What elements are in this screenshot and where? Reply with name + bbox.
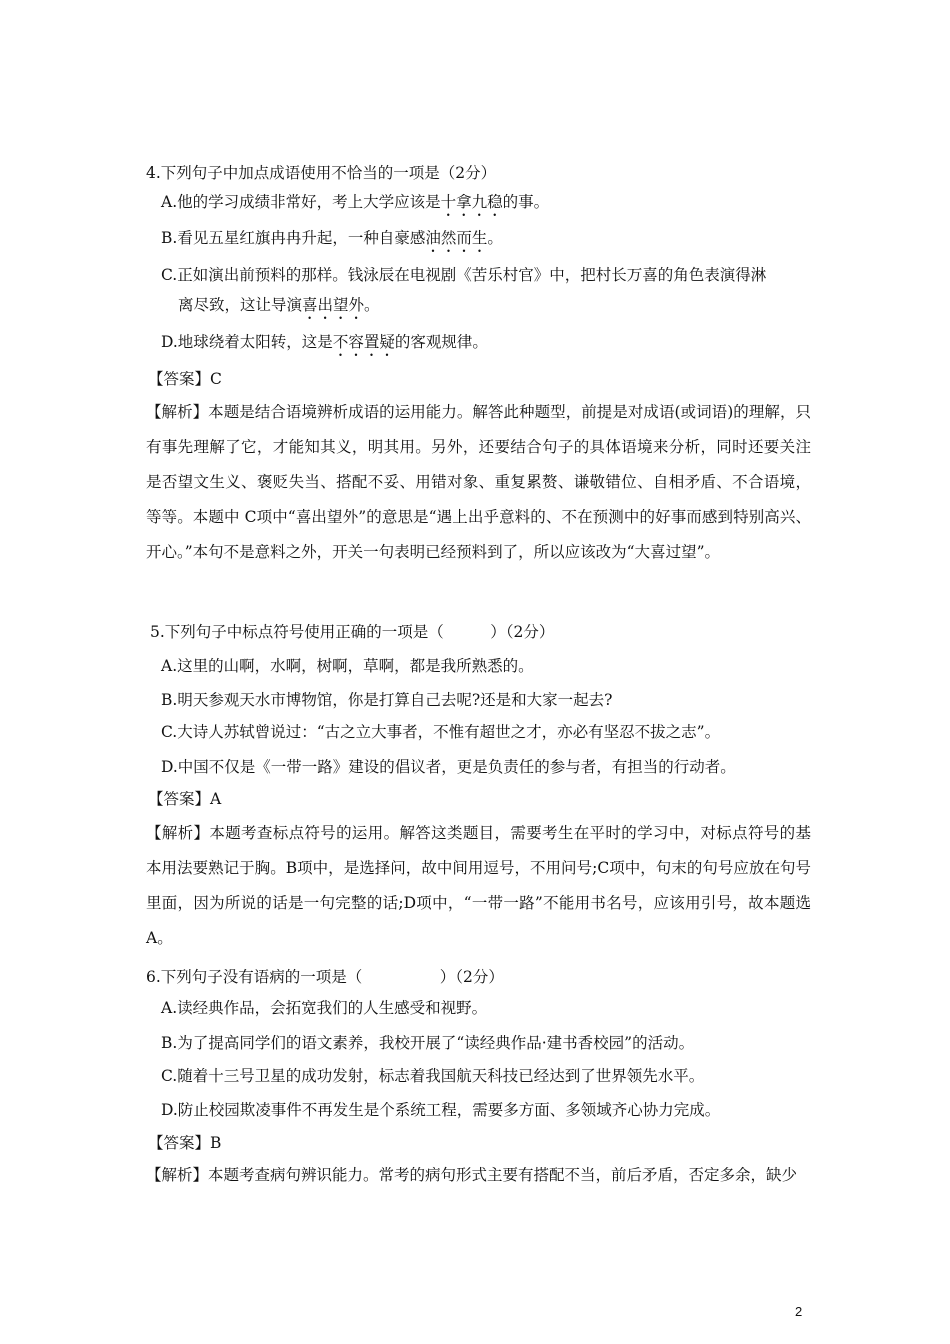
q4-option-b: B.看见五星红旗冉冉升起，一种自豪感油然而生。 (161, 229, 503, 247)
dotted-idiom: 不容置疑 (332, 333, 395, 351)
q6-analysis: 【解析】本题考查病句辨识能力。常考的病句形式主要有搭配不当，前后矛盾，否定多余，缺少 (146, 1166, 798, 1184)
dotted-idiom: 十拿九稳 (440, 193, 503, 211)
q4-option-c-line2: 离尽致，这让导演喜出望外。 (178, 296, 380, 314)
dotted-idiom: 喜出望外 (302, 296, 365, 314)
q4-option-c-line1: C.正如演出前预料的那样。钱泳辰在电视剧《苦乐村官》中，把村长万喜的角色表演得淋 (161, 266, 767, 284)
q6-option-b: B.为了提高同学们的语文素养，我校开展了“读经典作品·建书香校园”的活动。 (161, 1034, 695, 1052)
q6-option-a: A.读经典作品，会拓宽我们的人生感受和视野。 (161, 999, 488, 1017)
q6-option-c: C.随着十三号卫星的成功发射，标志着我国航天科技已经达到了世界领先水平。 (161, 1067, 705, 1085)
q4-stem: 4.下列句子中加点成语使用不恰当的一项是（2分） (146, 164, 497, 182)
page-number: 2 (795, 1304, 803, 1319)
q6-stem: 6.下列句子没有语病的一项是（ ）（2分） (146, 968, 504, 986)
q4-option-a: A.他的学习成绩非常好，考上大学应该是十拿九稳的事。 (161, 193, 550, 211)
q5-answer: 【答案】A (148, 790, 222, 808)
q4-analysis: 【解析】本题是结合语境辨析成语的运用能力。解答此种题型，前提是对成语(或词语)的理解，只有事先理解了它，才能知其义，明其用。另外，还要结合句子的具体语境来分析，同时还要关注是否望文生义、褒贬失当、搭配不妥、用错对象、重复累赘、谦敬错位、自相矛盾、不合语境，等等。本题中 C项中“喜出望外”的意思是“遇上出乎意料的、不在预测中的好事而感到特别高兴、开心。”本句不是意料之外，开关一句表明已经预料到了，所以应该改为“大喜过望”。 (146, 403, 811, 561)
q5-analysis: 【解析】本题考查标点符号的运用。解答这类题目，需要考生在平时的学习中，对标点符号的基本用法要熟记于胸。B项中，是选择问，故中间用逗号，不用问号;C项中，句末的句号应放在句号里面，因为所说的话是一句完整的话;D项中，“一带一路”不能用书名号，应该用引号，故本题选A。 (146, 824, 811, 947)
q4-answer: 【答案】C (148, 370, 222, 388)
q5-stem: 5.下列句子中标点符号使用正确的一项是（ ）（2分） (150, 623, 555, 641)
q5-option-a: A.这里的山啊，水啊，树啊，草啊，都是我所熟悉的。 (161, 657, 534, 675)
q6-answer: 【答案】B (148, 1134, 222, 1152)
dotted-idiom: 油然而生 (425, 229, 488, 247)
q5-option-b: B.明天参观天水市博物馆，你是打算自己去呢?还是和大家一起去? (161, 691, 613, 709)
q5-option-d: D.中国不仅是《一带一路》建设的倡议者，更是负责任的参与者，有担当的行动者。 (161, 758, 736, 776)
q4-option-d: D.地球绕着太阳转，这是不容置疑的客观规律。 (161, 333, 488, 351)
q5-option-c: C.大诗人苏轼曾说过：“古之立大事者，不惟有超世之才，亦必有坚忍不拔之志”。 (161, 723, 721, 741)
q6-option-d: D.防止校园欺凌事件不再发生是个系统工程，需要多方面、多领域齐心协力完成。 (161, 1101, 721, 1119)
